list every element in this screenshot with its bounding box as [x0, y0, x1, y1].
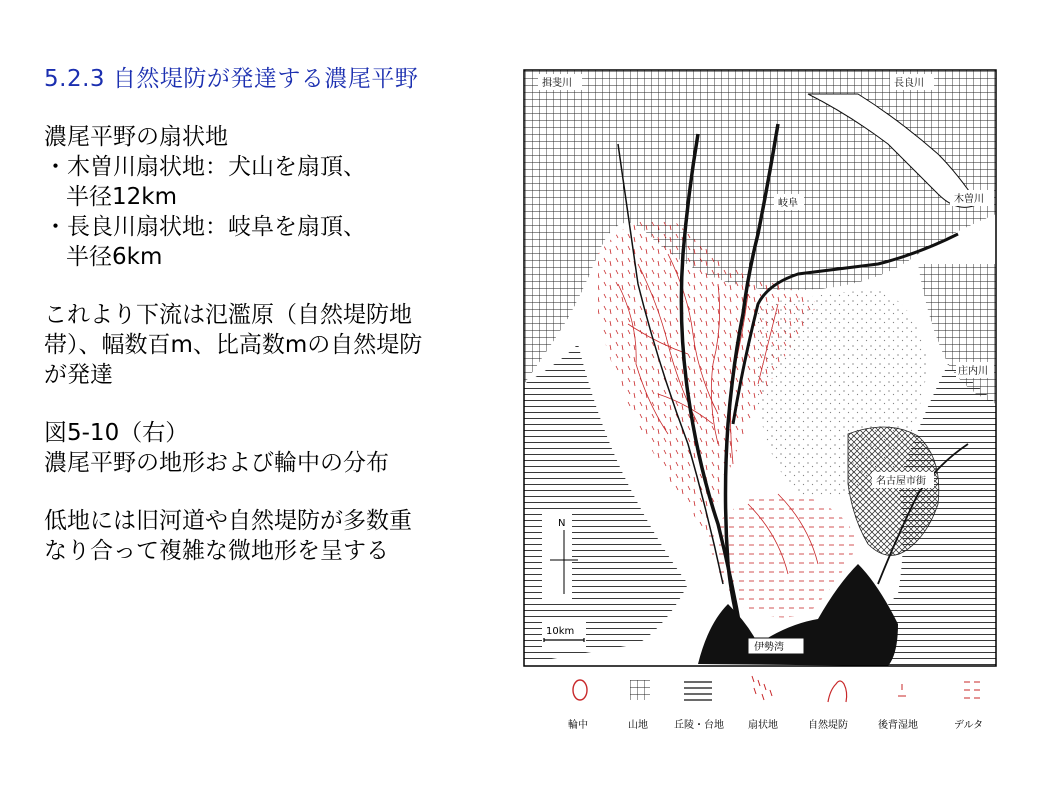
- mountain-grid-icon: [630, 680, 650, 700]
- delta-icon: [964, 682, 980, 698]
- legend-label-levee: 自然堤防: [808, 720, 848, 731]
- map-legend: [568, 676, 983, 731]
- paragraph-gap: [44, 390, 514, 418]
- body-line: 濃尾平野の扇状地: [44, 124, 228, 150]
- body-line: 半径12km: [66, 184, 177, 210]
- legend-label-delta: デルタ: [954, 720, 984, 731]
- paragraph-gap: [44, 272, 514, 300]
- hill-lines-icon: [684, 682, 712, 700]
- legend-label-fan: 扇状地: [748, 720, 778, 731]
- slide-title: 5.2.3 自然堤防が発達する濃尾平野: [44, 66, 419, 92]
- body-line: 半径6km: [66, 244, 163, 270]
- nobi-plain-map-figure: [518, 64, 1006, 744]
- label-ibi-river: 揖斐川: [542, 78, 572, 89]
- slide-body-text: [44, 122, 514, 566]
- body-line: 濃尾平野の地形および輪中の分布: [44, 450, 389, 476]
- legend-label-backmarsh: 後背湿地: [878, 720, 918, 731]
- label-shonai-river: 庄内川: [958, 366, 988, 377]
- scale-bar: [542, 620, 586, 648]
- legend-label-mountain: 山地: [628, 720, 648, 731]
- body-line: 低地には旧河道や自然堤防が多数重: [44, 508, 412, 534]
- label-ise-bay: 伊勢湾: [754, 642, 784, 653]
- map-area: [524, 70, 996, 666]
- levee-icon: [828, 681, 847, 702]
- legend-label-hill: 丘陵・台地: [674, 720, 724, 731]
- body-line: ・木曽川扇状地：犬山を扇頂、: [44, 154, 366, 180]
- body-line: が発達: [44, 362, 113, 388]
- fan-dashes-icon: [752, 676, 772, 700]
- legend-label-wajuu: 輪中: [568, 720, 588, 731]
- svg-text:N: N: [558, 518, 566, 529]
- body-line: 図5-10（右）: [44, 420, 189, 446]
- label-nagara-river: 長良川: [894, 78, 924, 89]
- backmarsh-icon: [898, 684, 906, 696]
- label-gifu: 岐阜: [778, 198, 798, 209]
- body-line: なり合って複雑な微地形を呈する: [44, 538, 389, 564]
- label-kiso-river: 木曽川: [954, 194, 984, 205]
- paragraph-gap: [44, 478, 514, 506]
- body-line: これより下流は氾濫原（自然堤防地: [44, 302, 412, 328]
- body-line: 帯）、幅数百m、比高数mの自然堤防: [44, 332, 423, 358]
- wajuu-loop-icon: [573, 680, 587, 700]
- body-line: ・長良川扇状地：岐阜を扇頂、: [44, 214, 366, 240]
- svg-text:10km: 10km: [546, 626, 575, 637]
- label-nagoya: 名古屋市街: [876, 476, 926, 487]
